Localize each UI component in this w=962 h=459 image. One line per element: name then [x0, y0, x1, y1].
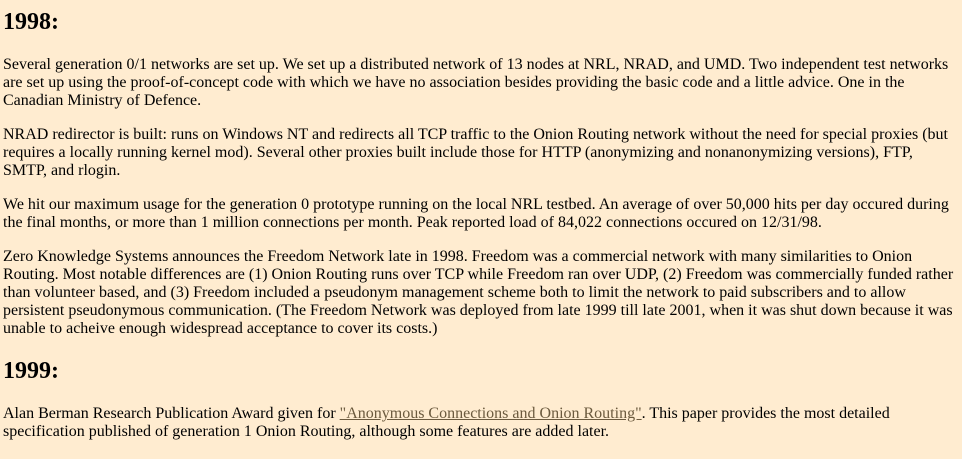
paper-link[interactable]: "Anonymous Connections and Onion Routing" — [339, 405, 642, 422]
paragraph-nrad-redirector: NRAD redirector is built: runs on Windows NT and redirects all TCP traffic to the Onion Routing network without the need for special proxies (but requires a locally running kernel mod). Several other proxies built include those for HTTP (anonymizing and nonanonymizing versions), FTP, SMTP, and rlogin. — [3, 126, 948, 179]
paragraph-networks-setup: Several generation 0/1 networks are set up. We set up a distributed network of 13 nodes at NRL, NRAD, and UMD. Two independent test networks are set up using the proof-of-concept code with which we have no association besides providing the basic code and a little advice. One in the Canadian Ministry of Defence. — [3, 56, 949, 109]
heading-1999: 1999: — [3, 358, 59, 384]
paragraph-award — [3, 405, 958, 441]
award-text-suffix: . This paper provides the most detailed specification published of generation 1 Onion Routing, although some features are added later. — [3, 405, 890, 440]
heading-1998: 1998: — [3, 9, 59, 35]
award-text-prefix: Alan Berman Research Publication Award given for — [3, 405, 340, 422]
paragraph-maximum-usage: We hit our maximum usage for the generation 0 prototype running on the local NRL testbed. An average of over 50,000 hits per day occured during the final months, or more than 1 million connections per month. Peak reported load of 84,022 connections occured on 12/31/98. — [3, 196, 949, 231]
paragraph-freedom-network: Zero Knowledge Systems announces the Freedom Network late in 1998. Freedom was a commercial network with many similarities to Onion Routing. Most notable differences are (1) Onion Routing runs over TCP while Freedom ran over UDP, (2) Freedom was commercially funded rather than volunteer based, and (3) Freedom included a pseudonym management scheme both to limit the network to paid subscribers and to allow persistent pseudonymous communication. (The Freedom Network was deployed from late 1999 till late 2001, when it was shut down because it was unable to acheive enough widespread acceptance to cover its costs.) — [3, 248, 954, 337]
